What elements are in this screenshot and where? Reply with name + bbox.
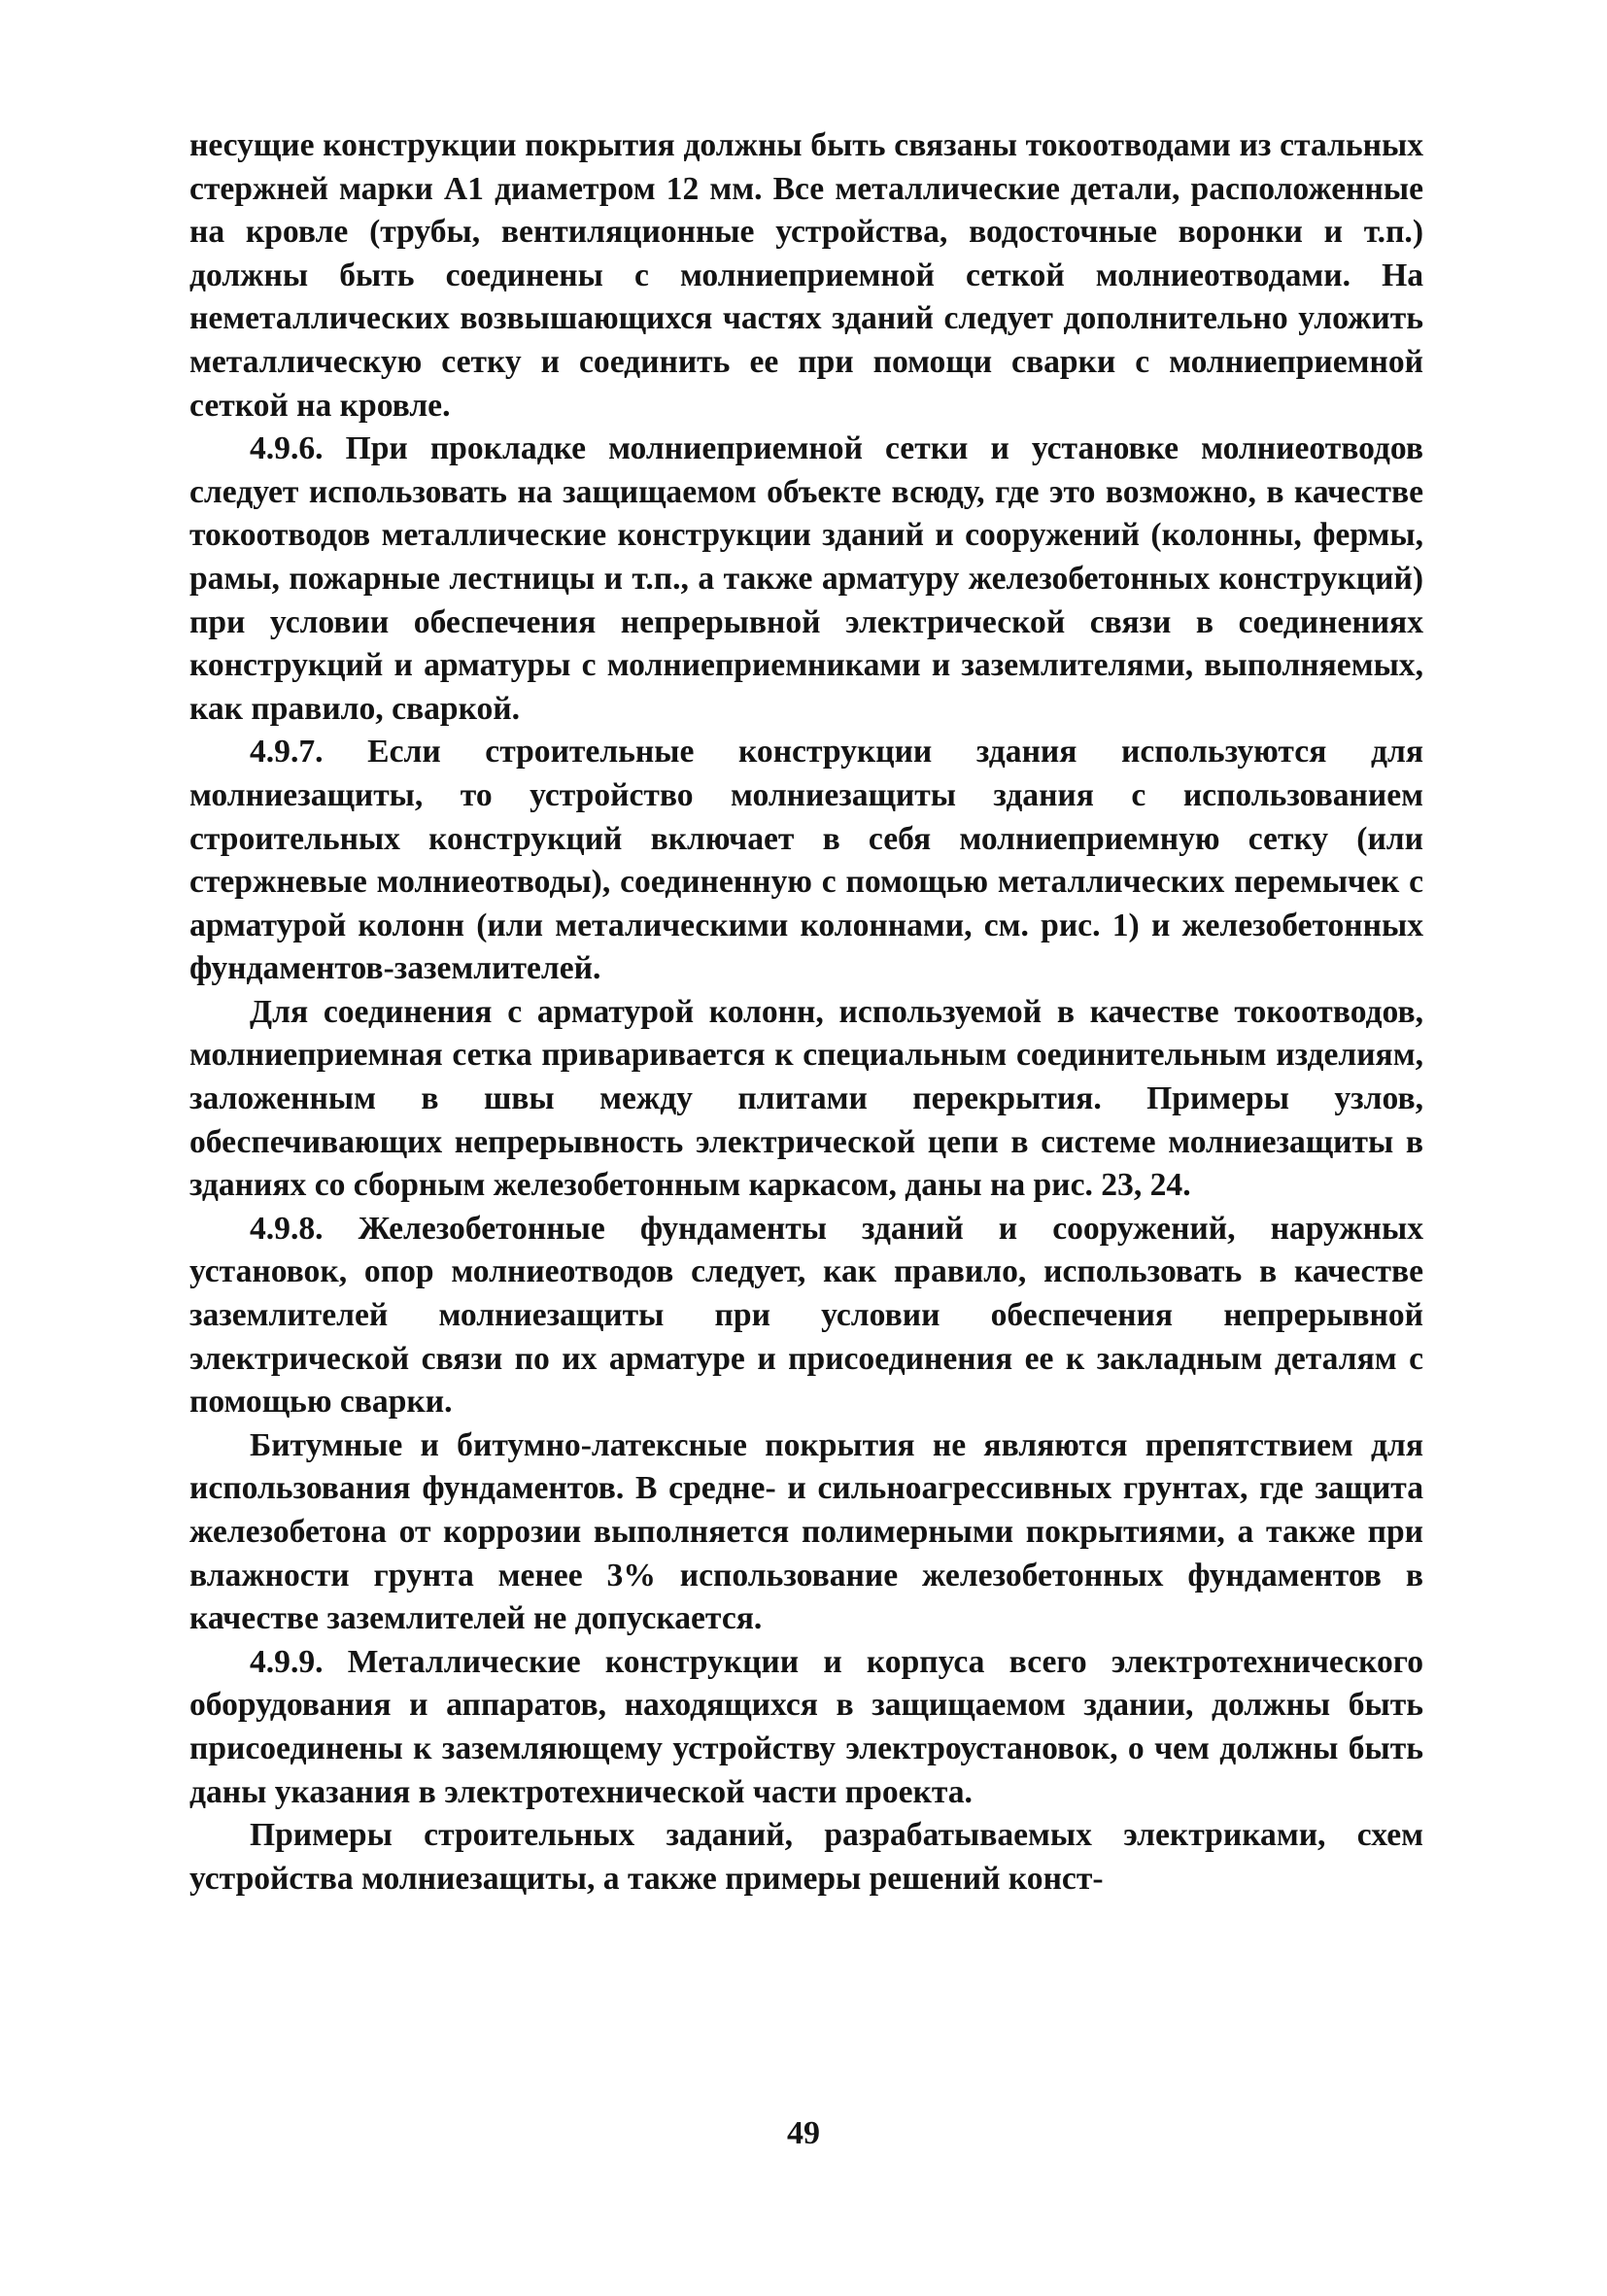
paragraph-examples: Примеры строительных заданий, разрабатываемых электриками, схем устройства молниезащиты, а также примеры решений конст- — [189, 1817, 1423, 1897]
paragraph-4-9-9: 4.9.9. Металлические конструкции и корпуса всего электротехнического оборудования и аппаратов, находящихся в защищаемом здании, должны быть присоединены к заземляющему устройству электроустановок, о чем должны быть даны указания в электротехнической части проекта. — [189, 1643, 1423, 1810]
paragraph-bitumen-coatings: Битумные и битумно-латексные покрытия не являются препятствием для использования фундаментов. В средне- и сильноагрессивных грунтах, где защита железобетона от коррозии выполняется полимерными покрытиями, а также при влажности грунта менее 3% использование железобетонных фундаментов в качестве заземлителей не допускается. — [189, 1426, 1423, 1637]
paragraph-4-9-8: 4.9.8. Железобетонные фундаменты зданий и сооружений, наружных установок, опор молниеотводов следует, как правило, использовать в качестве заземлителей молниезащиты при условии обеспечения непрерывной электрической связи по их арматуре и присоединения ее к закладным деталям с помощью сварки. — [189, 1210, 1423, 1421]
page-text — [189, 124, 1423, 2165]
paragraph-armature-connection: Для соединения с арматурой колонн, используемой в качестве токоотводов, молниеприемная сетка приваривается к специальным соединительным изделиям, заложенным в швы между плитами перекрытия. Примеры узлов, обеспечивающих непрерывность электрической цепи в системе молниезащиты в зданиях со сборным железобетонным каркасом, даны на рис. 23, 24. — [189, 993, 1423, 1204]
paragraph-continuation: несущие конструкции покрытия должны быть связаны токоотводами из стальных стержней марки А1 диаметром 12 мм. Все металлические детали, расположенные на кровле (трубы, вентиляционные устройства, водосточные воронки и т.п.) должны быть соединены с молниеприемной сеткой молниеотводами. На неметаллических возвышающихся частях зданий следует дополнительно уложить металлическую сетку и соединить ее при помощи сварки с молниеприемной сеткой на кровле. — [189, 127, 1423, 424]
paragraph-4-9-6: 4.9.6. При прокладке молниеприемной сетки и установке молниеотводов следует использовать на защищаемом объекте всюду, где это возможно, в качестве токоотводов металлические конструкции зданий и сооружений (колонны, фермы, рамы, пожарные лестницы и т.п., а также арматуру железобетонных конструкций) при условии обеспечения непрерывной электрической связи в соединениях конструкций и арматуры с молниеприемниками и заземлителями, выполняемых, как правило, сваркой. — [189, 430, 1423, 727]
page-number: 49 — [787, 2115, 820, 2151]
paragraph-4-9-7: 4.9.7. Если строительные конструкции здания используются для молниезащиты, то устройство молниезащиты здания с использованием строительных конструкций включает в себя молниеприемную сетку (или стержневые молниеотводы), соединенную с помощью металлических перемычек с арматурой колонн (или металическими колоннами, см. рис. 1) и железобетонных фундаментов-заземлителей. — [189, 734, 1423, 987]
